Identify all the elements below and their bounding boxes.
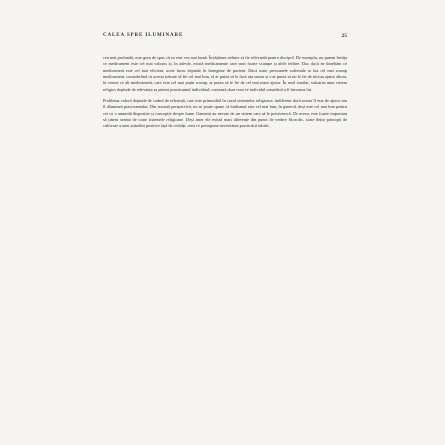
paragraph-2: Problema valorii depinde de cadrul de referință, care este primordial în cazul sistemelor religioase, indiferent dacă acesta îl este de ajutor sau îl dăunează practicantului. Din această perspectivă, nu se poate spune că budismul este cel mai bun, în general, deși este cel mai bun pentru cei cu o anumită dispoziție și concepție despre lume. Oamenii au nevoie de un sistem care să le potrivească. De aceea, este foarte important să ținem seama de toate sistemele religioase. Deși inter ele există mari diferențe din punct de vedere filozofic, toate dețin principii de cultivare a unei atitudini pozitive față de ceilalți, ceea ce presupune necesitatea practicării iubirii, (103, 98, 347, 129)
page-number: 25 (341, 33, 347, 39)
running-title: CALEA SPRE ILUMINARE (103, 33, 184, 38)
body-text (103, 55, 347, 130)
paragraph-1: cea mai profundă, este greu de spus că ea este cea mai bună. Învățătura trebuie să fie relevantă pentru discipol. De exemplu, nu putem învăța ce medicament este cel mai valoros și, în adevăr, există medicamente care sunt foarte scumpe și alele ieftine. Dar, dacă ne întrebăm ce medicament este cel mai eficient, acest lucru depinde în întregime de pacient. Dacă toate persoanele suferinde ar lua cel mai scump medicament, considerând că acesta trebuie să fie cel mai bun, el ar putea să le facă rău unora și s-ar putea să nu le fie de niciun ajutor altora, în vreme ce alt medicament, care este cel mai puțin scump, ar putea să le fie de cel mai mare ajutor. În mod similar, valoarea unui sistem religios depinde de relevanța sa pentru practicantul individual; contează doar ceea ce individul consideră a fi învoarea lui. (103, 55, 347, 92)
page-header (103, 33, 347, 45)
